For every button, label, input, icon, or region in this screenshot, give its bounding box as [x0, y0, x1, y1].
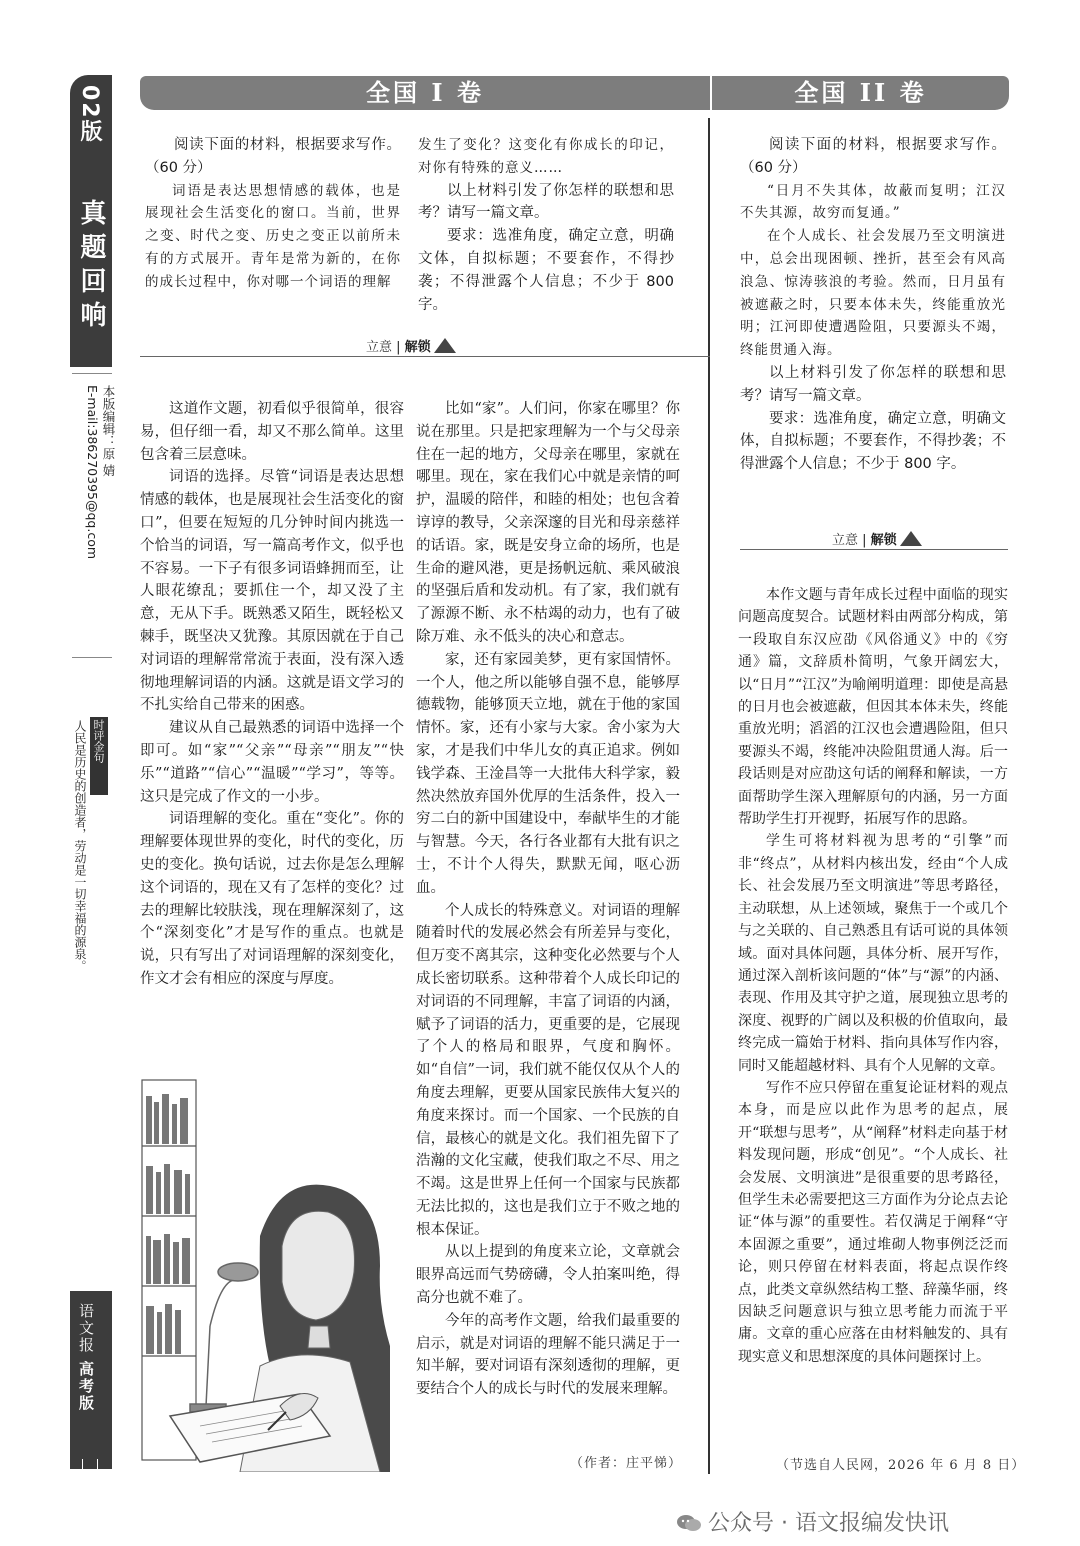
watermark-text: 公众号 · 语文报编发快讯 — [708, 1511, 949, 1536]
juan1-tag: 立意 | 解锁 — [366, 338, 456, 356]
analysis-paragraph: 词语理解的变化。重在“变化”。你的理解要体现世界的变化，时代的变化，历史的变化。换句话说，过去你是怎么理解这个词语的，现在又有了怎样的变化？过去的理解比较肤浅，现在理解深刻了，这个“深刻变化”才是写作的重点。也就是说，只有写出了对词语理解的深刻变化，作文才会有相应的深度与厚度。 — [140, 811, 404, 987]
analysis-paragraph: 写作不应只停留在重复论证材料的观点本身，而是应以此作为思考的起点，展开“联想与思考”，从“阐释”材料走向基于材料发现问题，形成“创见”。“个人成长、社会发展、文明演进”是很重要的思考路径，但学生未必需要把这三方面作为分论点去论证“体与源”的重要性。若仅满足于阐释“守本固源之重要”，通过堆砌人物事例泛泛而论，则只停留在材料表面，将起点误作终点，此类文章纵然结构工整、辞藻华丽，终因缺乏问题意识与独立思考能力而流于平庸。文章的重心应落在由材料触发的、具有现实意义和思想深度的具体问题探讨上。 — [738, 1079, 1008, 1365]
juan1-prompt-right — [418, 134, 674, 316]
juan1-requirements: 要求：选准角度，确定立意，明确文体，自拟标题；不要套作，不得抄袭；不得泄露个人信息；不少于 800 字。 — [418, 228, 674, 313]
analysis-paragraph: 个人成长的特殊意义。对词语的理解随着时代的发展必然会有所差异与变化，但万变不离其宗，这种变化必然要与个人成长密切联系。这种带着个人成长印记的对词语的不同理解，丰富了词语的内涵，赋予了词语的活力，更重要的是，它展现了个人的格局和眼界，气度和胸怀。如“自信”一词，我们就不能仅仅从个人的角度去理解，更要从国家民族伟大复兴的角度来探讨。而一个国家、一个民族的自信，最核心的就是文化。我们祖先留下了浩瀚的文化宝藏，使我们取之不尽、用之不竭。这是世界上任何一个国家与民族都无法比拟的，这也是我们立于不败之地的根本保证。 — [416, 902, 680, 1238]
juan2-byline: （节选自人民网，2026 年 6 月 8 日） — [776, 1458, 1026, 1473]
analysis-paragraph: 本作文题与青年成长过程中面临的现实问题高度契合。试题材料由两部分构成，第一段取自东汉应劭《风俗通义》中的《穷通》篇，文辞质朴简明，气象开阔宏大，以“日月”“江汉”为喻阐明道理：即使是高悬的日月也会被遮蔽，但因其本体未失，终能重放光明；滔滔的江汉也会遭遇险阻，但只要源头不竭，终能冲决险阻贯通人海。后一段话则是对应劭这句话的阐释和解读，一方面帮助学生深入理解原句的内涵，另一方面帮助学生打开视野，拓展写作的思路。 — [738, 587, 1008, 828]
juan2-tag: 立意 | 解锁 — [832, 531, 922, 549]
analysis-paragraph: 比如“家”。人们问，你家在哪里？你说在那里。只是把家理解为一个与父母亲住在一起的地方，父母亲在哪里，家就在哪里。现在，家在我们心中就是亲情的呵护，温暖的陪伴，和睦的相处；也包含着谆谆的教导，父亲深邃的目光和母亲慈祥的话语。家，既是安身立命的场所，也是生命的避风港，更是扬帆远航、乘风破浪的坚强后盾和发动机。有了家，我们就有了源源不断、永不枯竭的动力，也有了破除万难、永不低头的决心和意志。 — [416, 401, 680, 645]
page-corner-icon — [82, 1459, 98, 1470]
juan1-tag-bold: 解锁 — [404, 340, 431, 355]
watermark — [676, 1506, 949, 1537]
juan2-tag-bold: 解锁 — [870, 533, 897, 548]
sidebar — [70, 75, 116, 1475]
page-number: 02版 — [77, 85, 102, 144]
analysis-paragraph: 建议从自己最熟悉的词语中选择一个即可。如“家”“父亲”“母亲”“朋友”“快乐”“道路”“信心”“温暖”“学习”，等等。这只是完成了作文的一小步。 — [140, 720, 404, 805]
juan2-prompt — [740, 134, 1006, 476]
juan1-prompt-left — [145, 134, 401, 294]
quote-tag: 时评金句 — [92, 719, 105, 763]
juan2-analysis — [738, 584, 1008, 1368]
sidebar-quote: 人民是历史的创造者，劳动是一切幸福的源泉。 — [73, 720, 87, 972]
triangle-icon — [434, 338, 456, 353]
paper-title: 语文报 — [77, 1303, 95, 1354]
triangle-icon — [900, 531, 922, 546]
analysis-paragraph: 这道作文题，初看似乎很简单，很容易，但仔细一看，却又不那么简单。这里包含着三层意味。 — [140, 401, 404, 463]
juan2-material: 在个人成长、社会发展乃至文明演进中，总会出现困顿、挫折，甚至会有风高浪急、惊涛骇浪的考验。然而，日月虽有被遮蔽之时，只要本体未失，终能重放光明；江河即使遭遇险阻，只要源头不竭，终能贯通入海。 — [740, 228, 1006, 359]
paper-name — [76, 1303, 97, 1412]
wechat-icon — [676, 1513, 702, 1533]
analysis-paragraph: 学生可将材料视为思考的“引擎”而非“终点”，从材料内核出发，经由“个人成长、社会发展乃至文明演进”等思考路径，主动联想，从上述领域，聚焦于一个或几个与之关联的、自己熟悉且有话可说的具体领域。面对具体问题，具体分析、展开写作，通过深入剖析该问题的“体”与“源”的内涵、表现、作用及其守护之道，展现独立思考的深度、视野的广阔以及积极的价值取向，最终完成一篇始于材料、指向具体写作内容，同时又能超越材料、具有个人见解的文章。 — [738, 833, 1008, 1074]
sidebar-divider — [72, 373, 112, 374]
analysis-paragraph: 今年的高考作文题，给我们最重要的启示，就是对词语的理解不能只满足于一知半解，要对词语有深刻透彻的理解，更要结合个人的成长与时代的发展来理解。 — [416, 1312, 680, 1398]
analysis-paragraph: 家，还有家园美梦，更有家国情怀。一个人，他之所以能够自强不息，能够厚德载物，能够顶天立地，就在于他的家国情怀。家，还有小家与大家。舍小家为大家，才是我们中华儿女的真正追求。例如钱学森、王淦昌等一大批伟大科学家，毅然决然放弃国外优厚的生活条件，投入一穷二白的新中国建设中，奉献毕生的才能与智慧。今天，各行各业都有大批有识之士，不计个人得失，默默无闻，呕心沥血。 — [416, 651, 680, 896]
paper-edition: 高考版 — [77, 1360, 95, 1412]
juan2-tag-label: 立意 — [832, 533, 859, 548]
juan2-question: 以上材料引发了你怎样的联想和思考？请写一篇文章。 — [740, 364, 1006, 404]
juan1-divider — [140, 356, 710, 357]
juan1-question: 以上材料引发了你怎样的联想和思考？请写一篇文章。 — [418, 182, 674, 222]
editor-info — [84, 385, 116, 559]
juan1-byline: （作者：庄平悌） — [570, 1456, 683, 1471]
juan1-material-cont: 发生了变化？这变化有你成长的印记，对你有特殊的意义…… — [418, 137, 674, 176]
juan2-material-quote: “日月不失其体，故蔽而复明；江汉不失其源，故穷而复通。” — [740, 182, 1006, 222]
juan1-analysis-right — [416, 398, 680, 1401]
column-separator — [708, 118, 710, 1474]
study-illustration — [140, 1076, 402, 1472]
editor-email: E-mail:386270395@qq.com — [85, 385, 100, 560]
banner-juan1: 全国 I 卷 — [140, 76, 710, 110]
juan1-prompt-head: 阅读下面的材料，根据要求写作。（60 分） — [145, 137, 401, 176]
section-title: 真题回响 — [76, 199, 106, 335]
analysis-paragraph: 词语的选择。尽管“词语是表达思想情感的载体，也是展现社会生活变化的窗口”，但要在短短的几分钟时间内挑选一个恰当的词语，写一篇高考作文，似乎也不容易。一下子有很多词语蜂拥而至，让人眼花缭乱；要抓住一个，却又没了主意，无从下手。既熟悉又陌生，既轻松又棘手，既坚决又犹豫。其原因就在于自己对词语的理解常常流于表面，没有深入透彻地理解词语的内涵。这就是语文学习的不扎实给自己带来的困惑。 — [140, 469, 404, 714]
banner-juan2: 全国 II 卷 — [712, 76, 1009, 110]
juan2-prompt-head: 阅读下面的材料，根据要求写作。（60 分） — [740, 137, 1006, 176]
juan1-material: 词语是表达思想情感的载体，也是展现社会生活变化的窗口。当前，世界之变、时代之变、历史之变正以前所未有的方式展开。青年是常为新的，在你的成长过程中，你对哪一个词语的理解 — [145, 182, 401, 290]
juan2-requirements: 要求：选准角度，确定立意，明确文体，自拟标题；不要套作，不得抄袭；不得泄露个人信息；不少于 800 字。 — [740, 410, 1006, 473]
analysis-paragraph: 从以上提到的角度来立论，文章就会眼界高远而气势磅礴，令人拍案叫绝，得高分也就不难了。 — [416, 1244, 680, 1307]
sidebar-divider — [72, 657, 112, 658]
juan1-tag-label: 立意 — [366, 340, 393, 355]
juan1-analysis-left — [140, 398, 404, 991]
editor-name: 本版编辑：原 婧 — [101, 385, 116, 477]
juan2-divider — [740, 549, 1008, 550]
